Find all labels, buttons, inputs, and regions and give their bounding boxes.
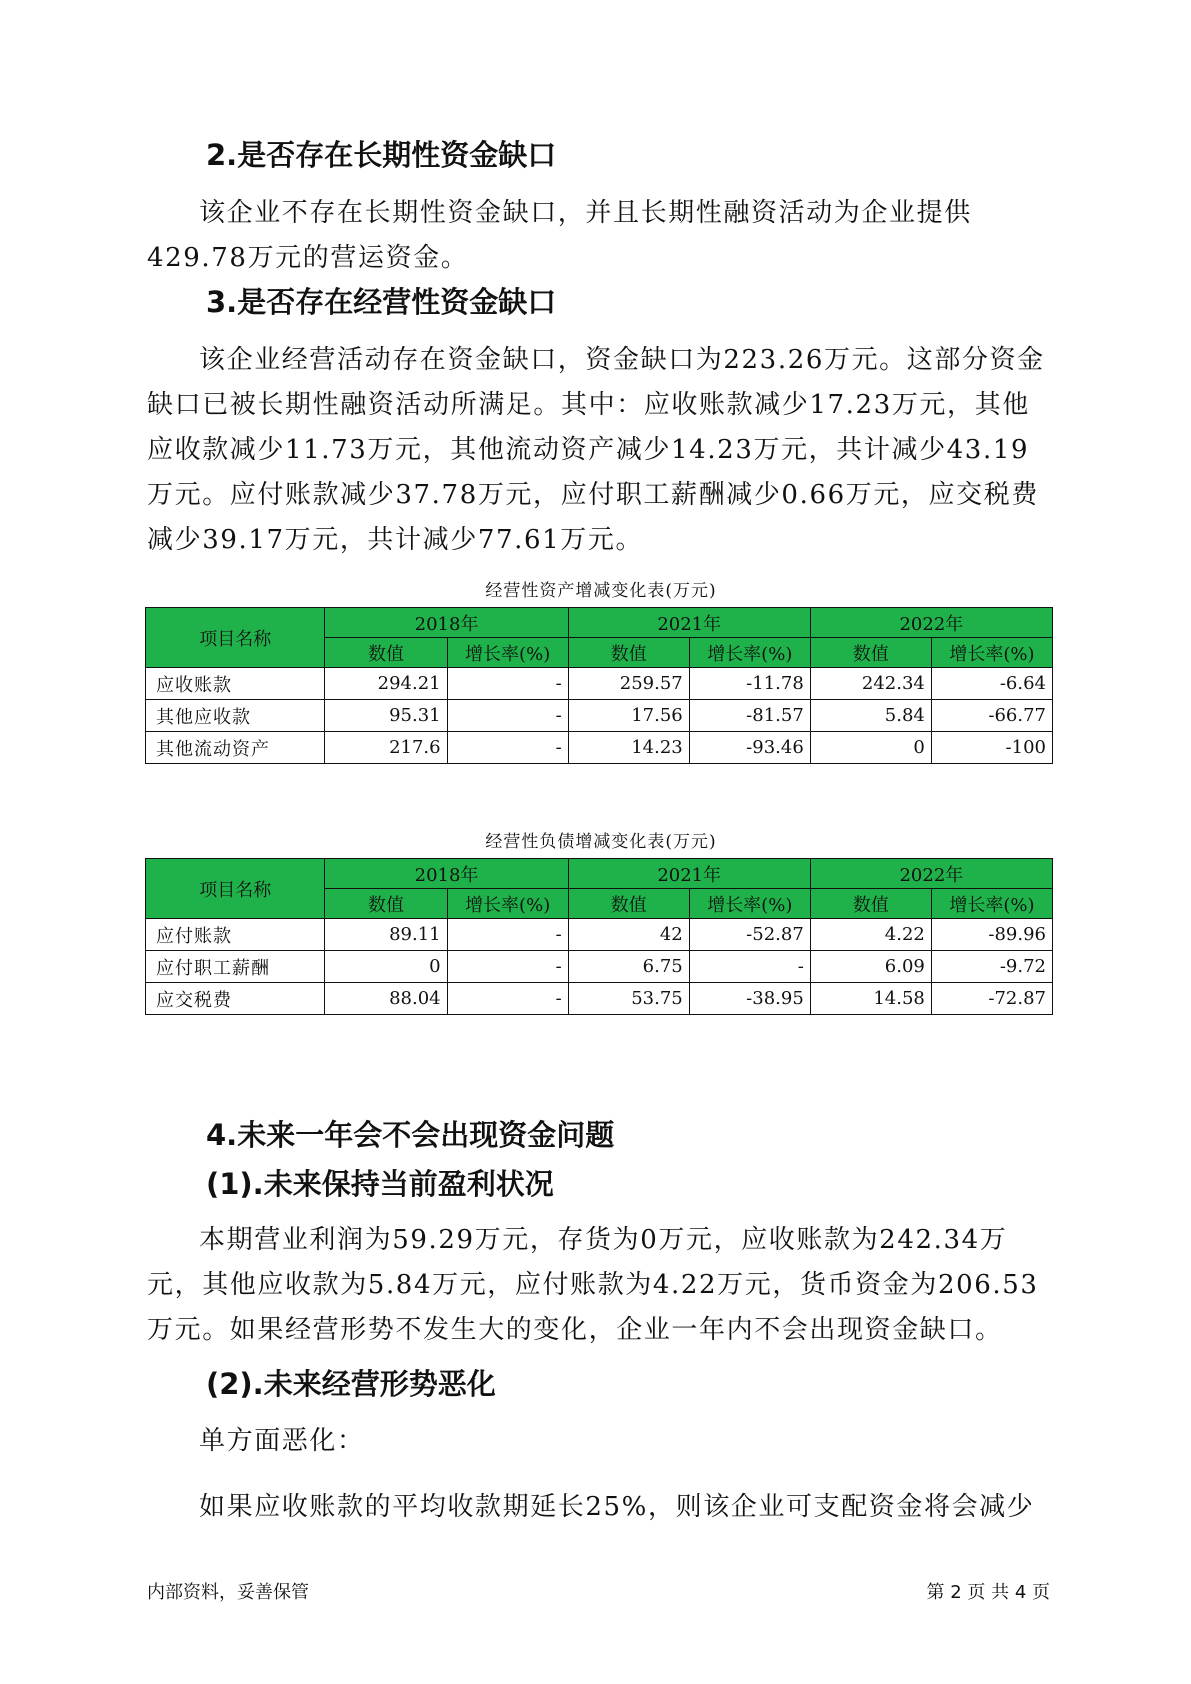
row-label: 应付职工薪酬 [146, 951, 325, 983]
value-subheader: 数值 [568, 638, 689, 668]
table-row [146, 951, 1053, 983]
table-row [146, 732, 1053, 764]
table-cell: 42 [568, 919, 689, 951]
table-cell: 0 [325, 951, 447, 983]
value-subheader: 数值 [568, 889, 689, 919]
table-cell: -66.77 [931, 700, 1052, 732]
table-cell: -89.96 [931, 919, 1052, 951]
table-cell: 88.04 [325, 983, 447, 1015]
table-cell: -11.78 [689, 668, 810, 700]
table-cell: 259.57 [568, 668, 689, 700]
table-cell: - [447, 700, 568, 732]
year-header: 2018年 [325, 859, 568, 889]
section-2-title: 2.是否存在长期性资金缺口 [206, 138, 557, 172]
value-subheader: 数值 [810, 889, 931, 919]
rate-subheader: 增长率(%) [447, 889, 568, 919]
table-row [146, 700, 1053, 732]
table-cell: 4.22 [810, 919, 931, 951]
table-cell: 242.34 [810, 668, 931, 700]
value-subheader: 数值 [810, 638, 931, 668]
item-name-header: 项目名称 [146, 608, 325, 668]
section-2-paragraph: 该企业不存在长期性资金缺口，并且长期性融资活动为企业提供429.78万元的营运资金。 [147, 198, 972, 273]
table-cell: - [689, 951, 810, 983]
table-cell: 6.09 [810, 951, 931, 983]
liabilities-table [145, 858, 1053, 1015]
value-subheader: 数值 [325, 638, 447, 668]
rate-subheader: 增长率(%) [689, 638, 810, 668]
table-cell: 6.75 [568, 951, 689, 983]
row-label: 其他应收款 [146, 700, 325, 732]
liabilities-table-caption: 经营性负债增减变化表(万元) [485, 832, 717, 852]
year-header: 2018年 [325, 608, 568, 638]
table-cell: - [447, 732, 568, 764]
section-3-paragraph: 该企业经营活动存在资金缺口，资金缺口为223.26万元。这部分资金缺口已被长期性融资活动所满足。其中：应收账款减少17.23万元，其他应收款减少11.73万元，其他流动资产减少14.23万元，共计减少43.19万元。应付账款减少37.78万元，应付职工薪酬减少0.66万元，应交税费减少39.17万元，共计减少77.61万元。 [147, 345, 1045, 555]
row-label: 应交税费 [146, 983, 325, 1015]
table-cell: 89.11 [325, 919, 447, 951]
row-label: 其他流动资产 [146, 732, 325, 764]
table-cell: 14.23 [568, 732, 689, 764]
table-cell: -93.46 [689, 732, 810, 764]
table-cell: -9.72 [931, 951, 1052, 983]
table-cell: 5.84 [810, 700, 931, 732]
table-cell: 95.31 [325, 700, 447, 732]
section-4-1-paragraph: 本期营业利润为59.29万元，存货为0万元，应收账款为242.34万元，其他应收款为5.84万元，应付账款为4.22万元，货币资金为206.53万元。如果经营形势不发生大的变化，企业一年内不会出现资金缺口。 [147, 1225, 1039, 1345]
table-cell: 294.21 [325, 668, 447, 700]
table-cell: -6.64 [931, 668, 1052, 700]
year-header: 2022年 [810, 859, 1052, 889]
table-row [146, 983, 1053, 1015]
section-3-title: 3.是否存在经营性资金缺口 [206, 285, 557, 319]
table-row [146, 668, 1053, 700]
table-cell: 0 [810, 732, 931, 764]
item-name-header: 项目名称 [146, 859, 325, 919]
table-cell: -52.87 [689, 919, 810, 951]
table-cell: -38.95 [689, 983, 810, 1015]
row-label: 应收账款 [146, 668, 325, 700]
table-row [146, 919, 1053, 951]
section-4-title: 4.未来一年会不会出现资金问题 [206, 1118, 615, 1152]
table-cell: 53.75 [568, 983, 689, 1015]
liabilities-header-row-1 [146, 859, 1053, 889]
table-cell: - [447, 668, 568, 700]
section-4-1-title: (1).未来保持当前盈利状况 [206, 1167, 554, 1201]
row-label: 应付账款 [146, 919, 325, 951]
section-4-2-paragraph-2: 如果应收账款的平均收款期延长25%，则该企业可支配资金将会减少 [199, 1492, 1035, 1522]
rate-subheader: 增长率(%) [931, 889, 1052, 919]
section-4-2-paragraph-1: 单方面恶化： [199, 1426, 365, 1456]
value-subheader: 数值 [325, 889, 447, 919]
table-cell: 14.58 [810, 983, 931, 1015]
table-cell: -100 [931, 732, 1052, 764]
year-header: 2021年 [568, 608, 810, 638]
section-4-2-title: (2).未来经营形势恶化 [206, 1367, 496, 1401]
table-cell: -81.57 [689, 700, 810, 732]
year-header: 2022年 [810, 608, 1052, 638]
footer-left-text: 内部资料，妥善保管 [147, 1582, 309, 1603]
rate-subheader: 增长率(%) [447, 638, 568, 668]
rate-subheader: 增长率(%) [689, 889, 810, 919]
table-cell: 217.6 [325, 732, 447, 764]
table-cell: -72.87 [931, 983, 1052, 1015]
year-header: 2021年 [568, 859, 810, 889]
assets-table [145, 607, 1053, 764]
table-cell: - [447, 951, 568, 983]
assets-table-caption: 经营性资产增减变化表(万元) [485, 581, 717, 601]
table-cell: - [447, 983, 568, 1015]
page-number: 第 2 页 共 4 页 [926, 1582, 1050, 1603]
assets-header-row-1 [146, 608, 1053, 638]
table-cell: 17.56 [568, 700, 689, 732]
table-cell: - [447, 919, 568, 951]
rate-subheader: 增长率(%) [931, 638, 1052, 668]
